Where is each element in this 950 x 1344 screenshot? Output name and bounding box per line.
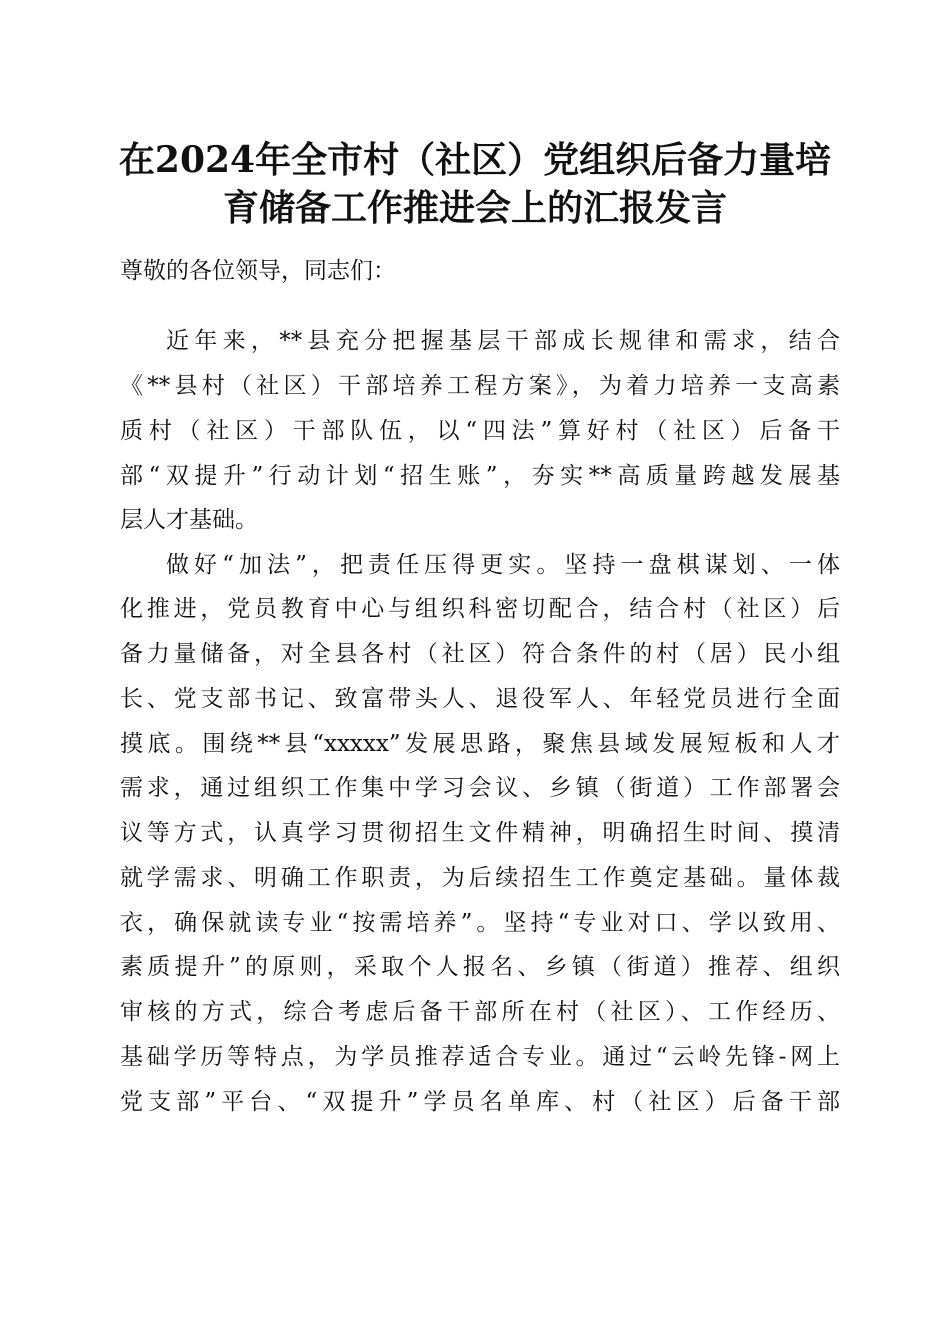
- paragraph-2-line: 化推进，党员教育中心与组织科密切配合，结合村（社区）后: [120, 596, 840, 622]
- document-title-line-1: 在2024年全市村（社区）党组织后备力量培: [118, 139, 832, 181]
- paragraph-2-line: 基础学历等特点，为学员推荐适合专业。通过“云岭先锋-网上: [120, 1044, 840, 1070]
- paragraph-2-line: 审核的方式，综合考虑后备干部所在村（社区）、工作经历、: [120, 999, 840, 1025]
- paragraph-1-line: 近年来，**县充分把握基层干部成长规律和需求，结合: [166, 328, 840, 354]
- salutation: 尊敬的各位领导，同志们：: [120, 258, 396, 284]
- document-title-line-2: 育储备工作推进会上的汇报发言: [222, 187, 727, 229]
- paragraph-2-line: 衣，确保就读专业“按需培养”。坚持“专业对口、学以致用、: [120, 910, 840, 936]
- paragraph-2-line: 摸底。围绕**县“xxxxx”发展思路，聚焦县域发展短板和人才: [120, 731, 840, 757]
- paragraph-2-line: 做好“加法”，把责任压得更实。坚持一盘棋谋划、一体: [166, 552, 840, 578]
- paragraph-2-line: 备力量储备，对全县各村（社区）符合条件的村（居）民小组: [120, 641, 840, 667]
- paragraph-2-line: 议等方式，认真学习贯彻招生文件精神，明确招生时间、摸清: [120, 820, 840, 846]
- paragraph-2-line: 长、党支部书记、致富带头人、退役军人、年轻党员进行全面: [120, 686, 840, 712]
- paragraph-2-line: 素质提升”的原则，采取个人报名、乡镇（街道）推荐、组织: [120, 954, 840, 980]
- paragraph-2-line: 就学需求、明确工作职责，为后续招生工作奠定基础。量体裁: [120, 865, 840, 891]
- paragraph-1-line: 部“双提升”行动计划“招生账”，夯实**高质量跨越发展基: [120, 463, 840, 489]
- paragraph-1-line: 质村（社区）干部队伍，以“四法”算好村（社区）后备干: [120, 418, 840, 444]
- paragraph-1-line: 层人才基础。: [120, 507, 258, 533]
- paragraph-2-line: 党支部”平台、“双提升”学员名单库、村（社区）后备干部: [120, 1089, 840, 1115]
- paragraph-2-line: 需求，通过组织工作集中学习会议、乡镇（街道）工作部署会: [120, 775, 840, 801]
- paragraph-1-line: 《**县村（社区）干部培养工程方案》，为着力培养一支高素: [120, 373, 840, 399]
